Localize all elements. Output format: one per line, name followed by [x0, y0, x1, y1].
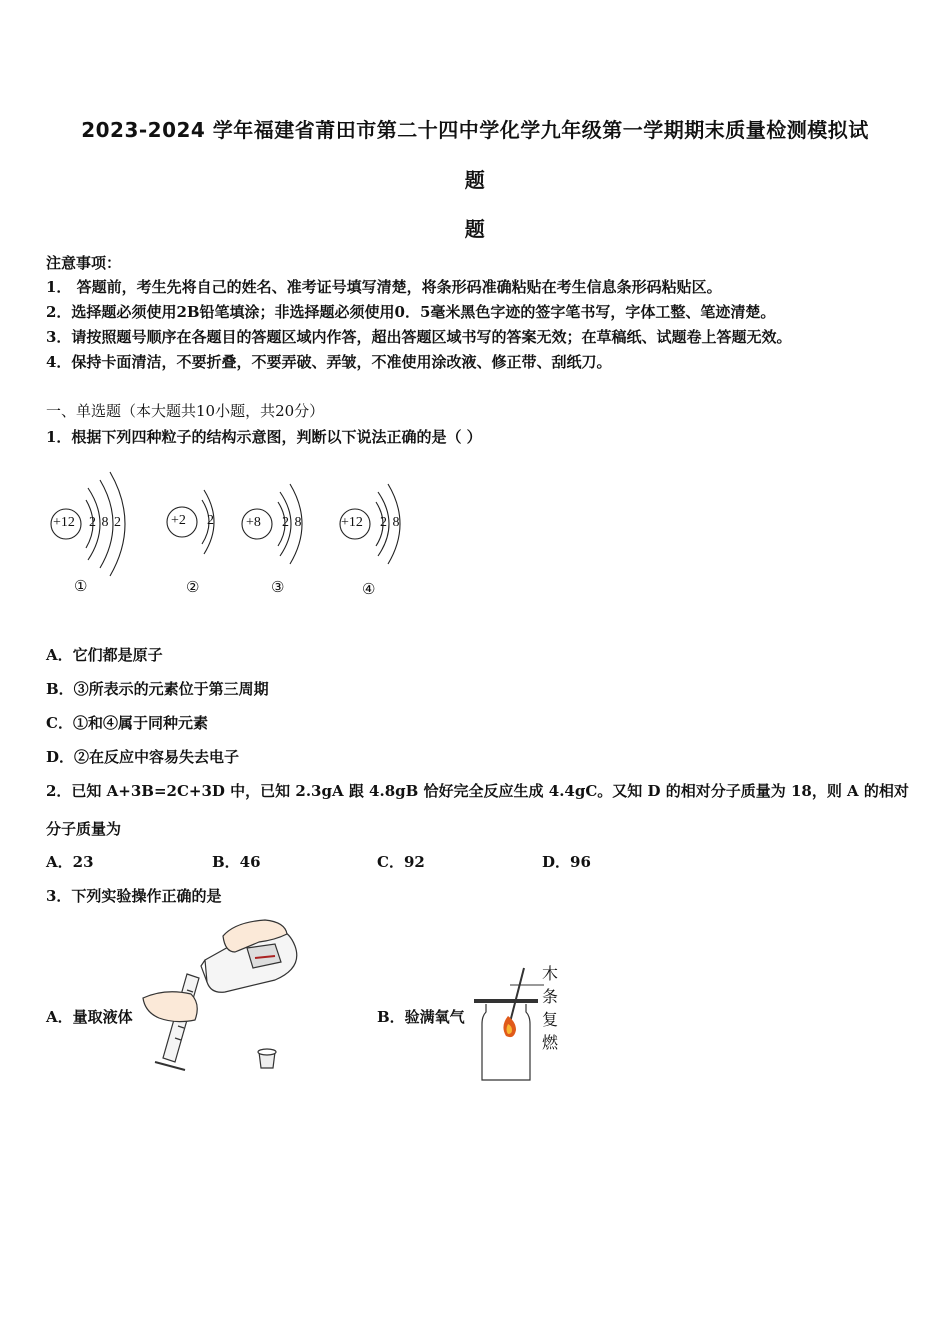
page-title-repeat: 题	[464, 217, 486, 241]
atom-2-nucleus: +2	[171, 513, 186, 528]
atom-4-label: ④	[362, 580, 376, 598]
notice-item-2: 2．选择题必须使用2B铅笔填涂；非选择题必须使用0．5毫米黑色字迹的签字笔书写，字体工整、笔迹清楚。	[46, 303, 776, 321]
label-leader-line	[510, 975, 550, 995]
q2-option-d[interactable]: D．96	[542, 853, 591, 871]
section-heading: 一、单选题（本大题共10小题，共20分）	[46, 402, 325, 420]
question-1-stem: 1．根据下列四种粒子的结构示意图，判断以下说法正确的是（ ）	[46, 428, 482, 446]
atom-2-electrons: 2	[207, 513, 214, 528]
q3-option-b[interactable]: B．验满氧气	[377, 1008, 465, 1026]
question-2-stem: 2．已知 A+3B=2C+3D 中，已知 2.3gA 跟 4.8gB 恰好完全反应生成 4.4gC。又知 D 的相对分子质量为 18，则 A 的相对	[46, 782, 909, 800]
q1-option-a[interactable]: A．它们都是原子	[46, 646, 163, 664]
atom-1-label: ①	[74, 577, 88, 595]
q2-option-a[interactable]: A．23	[46, 853, 94, 871]
q1-option-c[interactable]: C．①和④属于同种元素	[46, 714, 208, 732]
atom-1-nucleus: +12	[53, 515, 75, 530]
notice-item-4: 4．保持卡面清洁，不要折叠，不要弄破、弄皱，不准使用涂改液、修正带、刮纸刀。	[46, 353, 612, 371]
q2-option-b[interactable]: B．46	[212, 853, 261, 871]
notice-item-1: 1． 答题前，考生先将自己的姓名、准考证号填写清楚，将条形码准确粘贴在考生信息条形码粘贴区。	[46, 278, 722, 296]
splint-label-char-4: 燃	[542, 1033, 559, 1052]
q1-option-d[interactable]: D．②在反应中容易失去电子	[46, 748, 240, 766]
measure-liquid-figure	[135, 912, 305, 1082]
atom-3-label: ③	[271, 578, 285, 596]
notice-item-3: 3．请按照题号顺序在各题目的答题区域内作答，超出答题区域书写的答案无效；在草稿纸、试题卷上答题无效。	[46, 328, 792, 346]
notice-heading: 注意事项：	[46, 254, 122, 272]
q1-option-b[interactable]: B．③所表示的元素位于第三周期	[46, 680, 269, 698]
splint-label-char-2: 条	[542, 987, 559, 1006]
q3-option-a[interactable]: A．量取液体	[46, 1008, 133, 1026]
atom-4-nucleus: +12	[341, 515, 363, 530]
page-title: 2023-2024 学年福建省莆田市第二十四中学化学九年级第一学期期末质量检测模拟试	[81, 118, 869, 142]
atom-2-label: ②	[186, 578, 200, 596]
splint-label-char-3: 复	[542, 1010, 559, 1029]
question-2-stem-cont: 分子质量为	[46, 820, 122, 838]
atom-4-electrons: 2 8	[380, 515, 400, 530]
atom-3-nucleus: +8	[246, 515, 261, 530]
question-3-stem: 3．下列实验操作正确的是	[46, 887, 222, 905]
atom-3-electrons: 2 8	[282, 515, 302, 530]
atom-1-electrons: 2 8 2	[89, 515, 121, 530]
splint-label-char-1: 木	[542, 964, 559, 983]
q2-option-c[interactable]: C．92	[377, 853, 425, 871]
page-title-continued: 题	[464, 168, 486, 192]
